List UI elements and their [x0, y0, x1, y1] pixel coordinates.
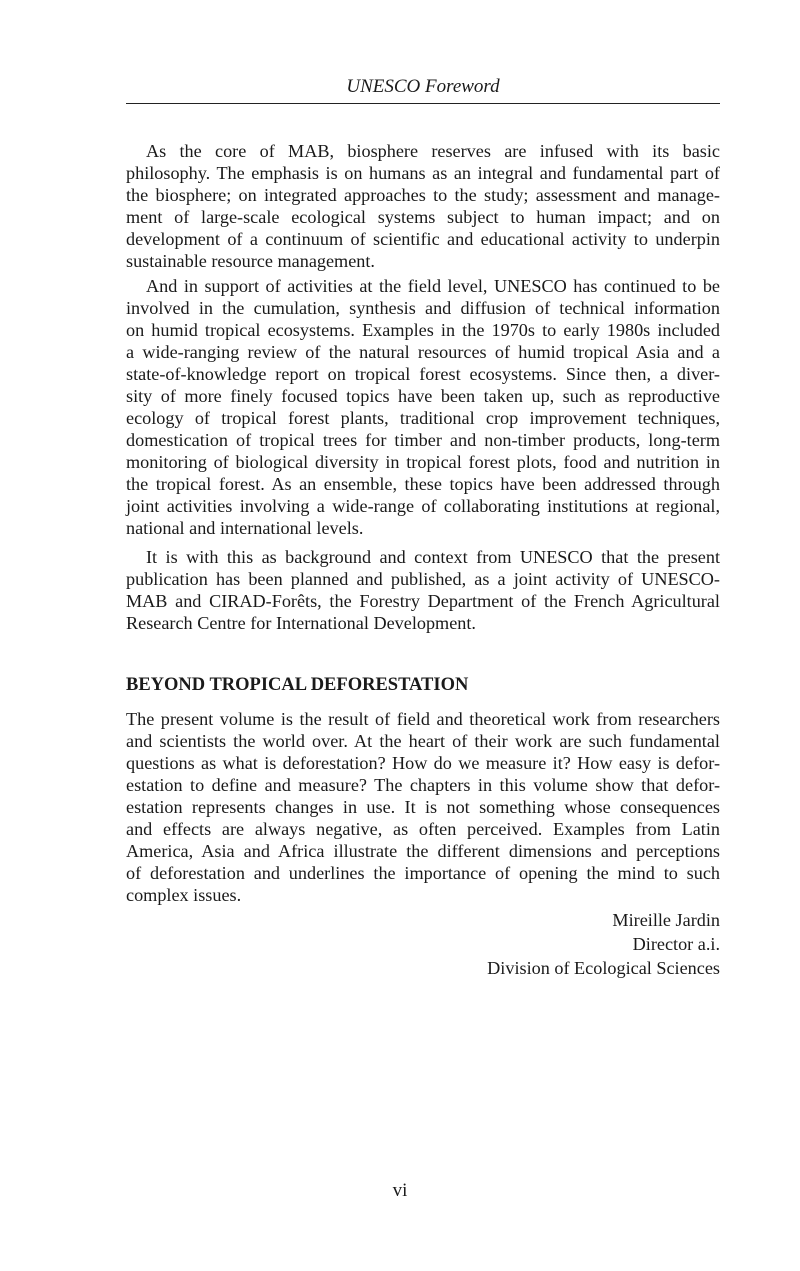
text-line: questions as what is deforestation? How do we measure it? How easy is defor-	[126, 753, 720, 773]
text-line: national and international levels.	[126, 518, 364, 538]
page-number: vi	[392, 1180, 408, 1201]
text-line: on humid tropical ecosystems. Examples in the 1970s to early 1980s included	[126, 320, 720, 340]
text-line: estation to define and measure? The chapters in this volume show that defor-	[126, 775, 720, 795]
text-line: As the core of MAB, biosphere reserves are infused with its basic	[146, 141, 720, 161]
text-line: complex issues.	[126, 885, 242, 905]
text-line: and effects are always negative, as often perceived. Examples from Latin	[126, 819, 720, 839]
text-line: Research Centre for International Development.	[126, 613, 476, 633]
signatory-division: Division of Ecological Sciences	[487, 958, 720, 978]
text-line: MAB and CIRAD-Forêts, the Forestry Department of the French Agricultural	[126, 591, 720, 611]
running-header: UNESCO Foreword	[346, 76, 500, 97]
text-line: estation represents changes in use. It is not something whose consequences	[126, 797, 720, 817]
text-line: development of a continuum of scientific and educational activity to underpin	[126, 229, 720, 249]
text-line: monitoring of biological diversity in tropical forest plots, food and nutrition in	[126, 452, 720, 472]
text-line: the tropical forest. As an ensemble, these topics have been addressed through	[126, 474, 720, 494]
text-line: And in support of activities at the field level, UNESCO has continued to be	[146, 276, 720, 296]
section-heading: BEYOND TROPICAL DEFORESTATION	[126, 675, 469, 695]
text-line: sustainable resource management.	[126, 251, 375, 271]
text-line: domestication of tropical trees for timber and non-timber products, long-term	[126, 430, 720, 450]
text-line: ment of large-scale ecological systems subject to human impact; and on	[126, 207, 720, 227]
text-line: and scientists the world over. At the heart of their work are such fundamental	[126, 731, 720, 751]
text-line: philosophy. The emphasis is on humans as an integral and fundamental part of	[126, 163, 720, 183]
text-line: state-of-knowledge report on tropical forest ecosystems. Since then, a diver-	[126, 364, 720, 384]
text-line: the biosphere; on integrated approaches to the study; assessment and manage-	[126, 185, 720, 205]
signatory-title: Director a.i.	[632, 934, 720, 954]
text-line: America, Asia and Africa illustrate the different dimensions and perceptions	[126, 841, 720, 861]
text-line: It is with this as background and context from UNESCO that the present	[146, 547, 720, 567]
signatory-name: Mireille Jardin	[612, 910, 720, 930]
text-line: involved in the cumulation, synthesis and diffusion of technical information	[126, 298, 720, 318]
header-rule	[126, 103, 720, 104]
text-line: a wide-ranging review of the natural resources of humid tropical Asia and a	[126, 342, 720, 362]
text-line: ecology of tropical forest plants, traditional crop improvement techniques,	[126, 408, 720, 428]
text-line: The present volume is the result of field and theoretical work from researchers	[126, 709, 720, 729]
text-line: sity of more finely focused topics have been taken up, such as reproductive	[126, 386, 720, 406]
text-line: of deforestation and underlines the importance of opening the mind to such	[126, 863, 720, 883]
text-line: publication has been planned and published, as a joint activity of UNESCO-	[126, 569, 720, 589]
text-line: joint activities involving a wide-range of collaborating institutions at regional,	[126, 496, 720, 516]
